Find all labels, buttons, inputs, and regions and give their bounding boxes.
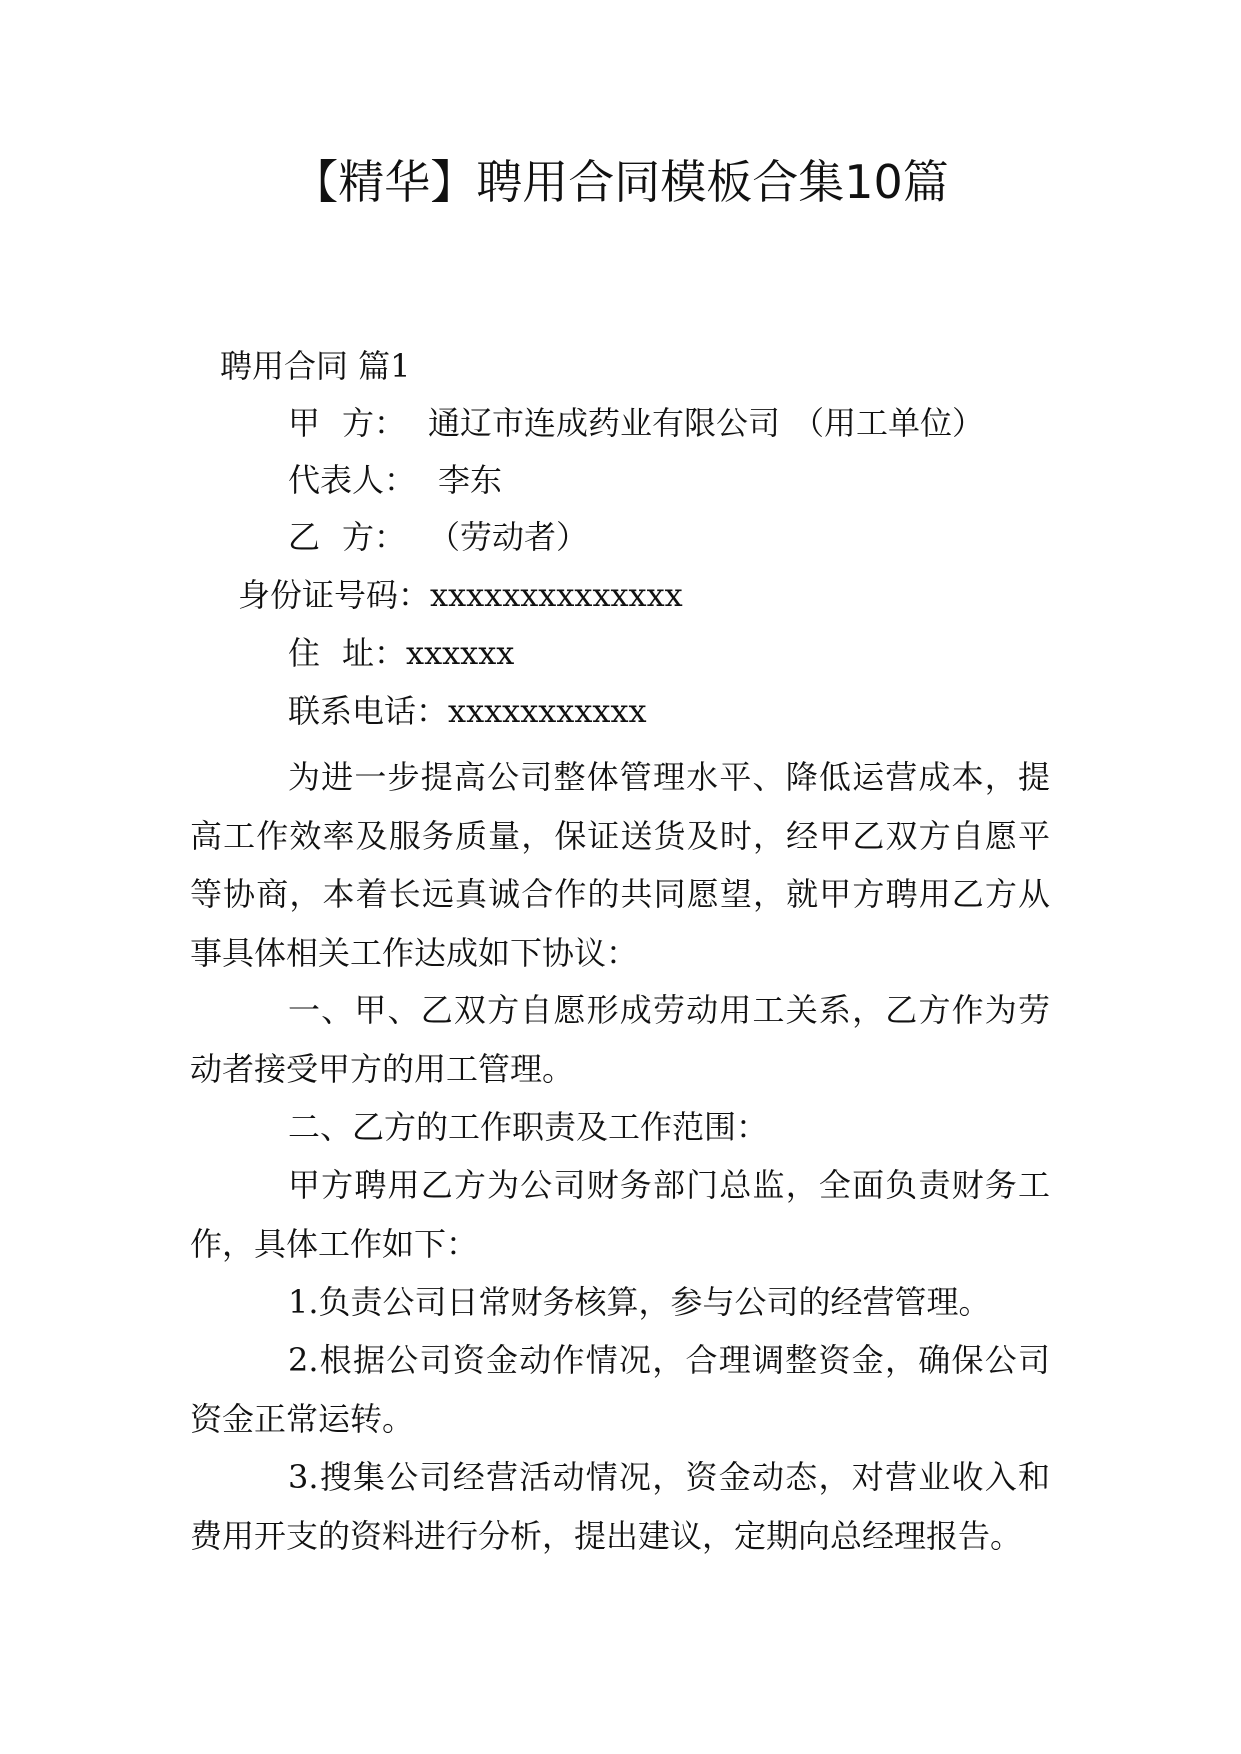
paragraph-duties-intro: 甲方聘用乙方为公司财务部门总监，全面负责财务工作，具体工作如下： [190,1166,1050,1263]
party-a-label: 甲 [288,404,321,442]
party-b-label: 乙 [288,518,321,556]
representative-label: 代表人： [288,461,417,499]
address-value: xxxxxx [406,634,515,672]
party-b-label-suffix: 方： [342,518,407,556]
paragraph-clause-1: 一、甲、乙双方自愿形成劳动用工关系，乙方作为劳动者接受甲方的用工管理。 [190,991,1050,1088]
phone-label: 联系电话： [288,692,449,730]
document-title: 【精华】聘用合同模板合集10篇 [292,155,949,209]
id-number-value: xxxxxxxxxxxxxx [430,576,683,614]
paragraph-duty-3: 3.搜集公司经营活动情况，资金动态，对营业收入和费用开支的资料进行分析，提出建议，定期向总经理报告。 [190,1458,1050,1555]
phone-line [288,691,647,731]
id-number-line [238,575,683,615]
address-label: 住 [288,634,321,672]
address-label-suffix: 址： [342,634,407,672]
section-heading: 聘用合同 篇1 [220,347,411,385]
party-a-note: （用工单位） [792,404,985,442]
paragraph-intro: 为进一步提高公司整体管理水平、降低运营成本，提高工作效率及服务质量，保证送货及时，经甲乙双方自愿平等协商，本着长远真诚合作的共同愿望，就甲方聘用乙方从事具体相关工作达成如下协议： [190,758,1050,972]
party-a-value: 通辽市连成药业有限公司 [428,404,781,442]
paragraph-clause-2: 二、乙方的工作职责及工作范围： [288,1108,769,1146]
party-a-line [288,403,984,443]
phone-value: xxxxxxxxxxx [448,692,647,730]
party-b-value: （劳动者） [428,518,589,556]
address-line [288,633,514,673]
representative-line [288,460,502,500]
party-a-label-suffix: 方： [342,404,407,442]
party-b-line [288,517,588,557]
paragraph-duty-1: 1.负责公司日常财务核算，参与公司的经营管理。 [288,1283,991,1321]
paragraph-duty-2: 2.根据公司资金动作情况，合理调整资金，确保公司资金正常运转。 [190,1341,1050,1438]
representative-value: 李东 [438,461,503,499]
id-number-label: 身份证号码： [238,576,431,614]
